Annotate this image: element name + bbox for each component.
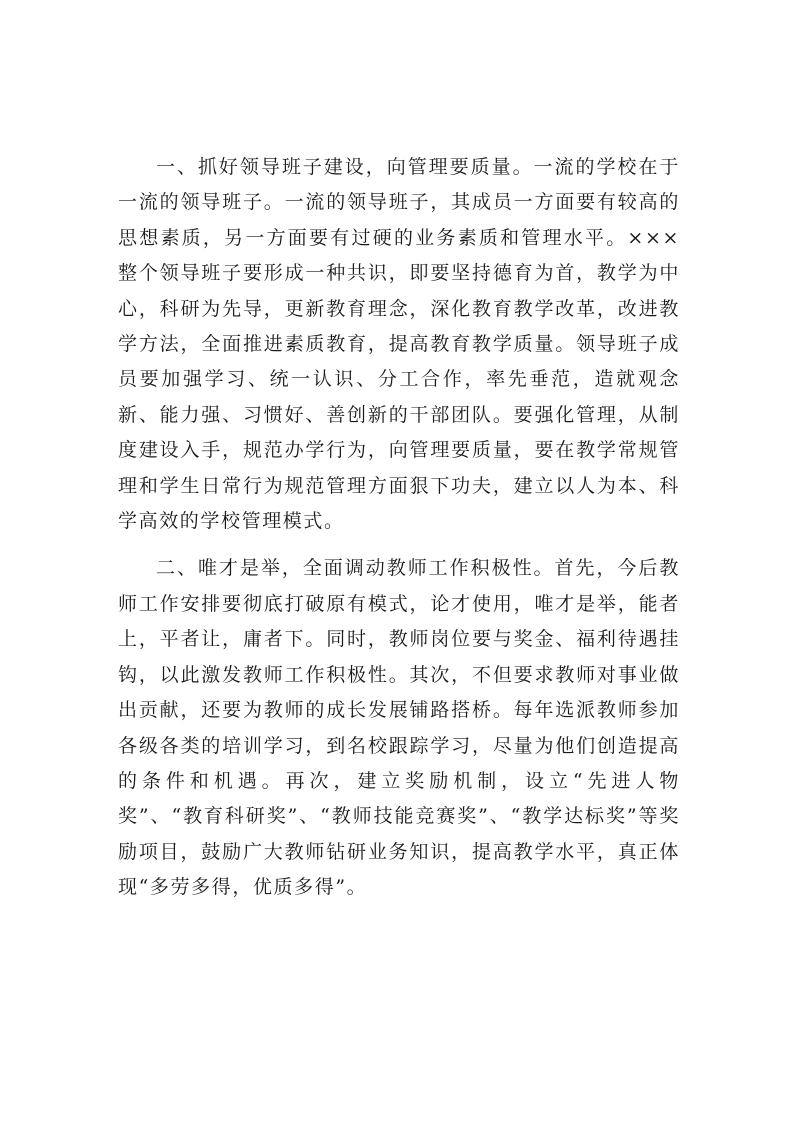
paragraph-leadership: 一、抓好领导班子建设，向管理要质量。一流的学校在于一流的领导班子。一流的领导班子，其成员一方面要有较高的思想素质，另一方面要有过硬的业务素质和管理水平。×××整个领导班子要形成一种共识，即要坚持德育为首，教学为中心，科研为先导，更新教育理念，深化教育教学改革，改进教学方法，全面推进素质教育，提高教育教学质量。领导班子成员要加强学习、统一认识、分工合作，率先垂范，造就观念新、能力强、习惯好、善创新的干部团队。要强化管理，从制度建设入手，规范办学行为，向管理要质量，要在教学常规管理和学生日常行为规范管理方面狠下功夫，建立以人为本、科学高效的学校管理模式。 bbox=[118, 156, 680, 533]
paragraph-teachers: 二、唯才是举，全面调动教师工作积极性。首先，今后教师工作安排要彻底打破原有模式，论才使用，唯才是举，能者上，平者让，庸者下。同时，教师岗位要与奖金、福利待遇挂钩，以此激发教师工作积极性。其次，不但要求教师对事业做出贡献，还要为教师的成长发展铺路搭桥。每年选派教师参加各级各类的培训学习，到名校跟踪学习，尽量为他们创造提高的条件和机遇。再次，建立奖励机制，设立“先进人物奖”、“教育科研奖”、“教师技能竞赛奖”、“教学达标奖”等奖励项目，鼓励广大教师钻研业务知识，提高教学水平，真正体现“多劳多得，优质多得”。 bbox=[118, 557, 680, 899]
document-body bbox=[118, 150, 680, 906]
